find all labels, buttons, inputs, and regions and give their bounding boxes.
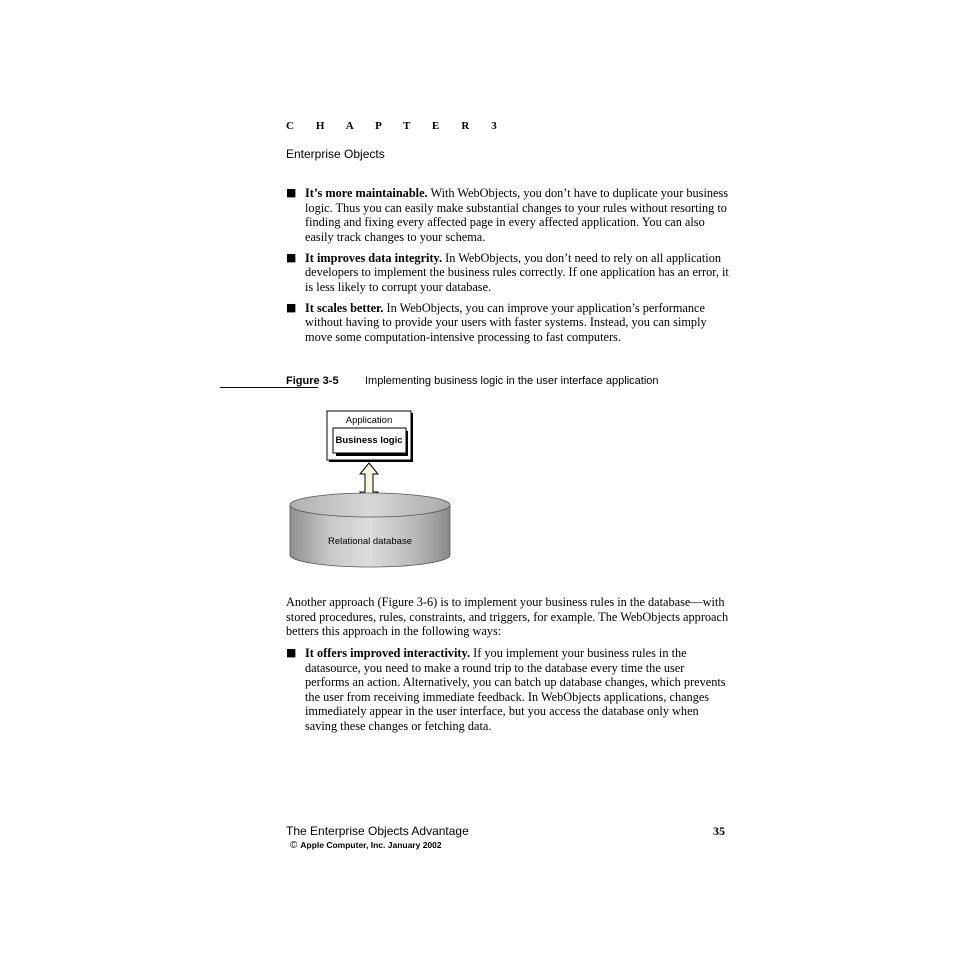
bullet-lead: It improves data integrity. [305,250,443,265]
copyright-text: Apple Computer, Inc. January 2002 [300,840,442,850]
bullet-lead: It offers improved interactivity. [305,646,471,660]
bullet-square-icon: ■ [286,250,297,264]
page-number: 35 [713,824,725,838]
bullet-text: In WebObjects, you can improve your application’s performance without having to provide your users with faster systems. Instead, you can simply move some computation-intensive processing to fast computers. [305,300,707,344]
copyright [290,840,442,851]
list-item [286,646,731,733]
chapter-title: Enterprise Objects [286,147,385,161]
list-item [286,301,731,345]
figure-rule [220,387,318,388]
copyright-icon: © [290,840,298,851]
application-box [327,411,413,462]
bullet-lead: It scales better. [305,300,384,315]
list-item [286,251,731,295]
footer-title: The Enterprise Objects Advantage [286,824,469,838]
database-label: Relational database [328,536,412,547]
bullet-text: With WebObjects, you don’t have to duplicate your business logic. Thus you can easily make substantial changes to your rules without resorting to finding and fixing every affected page in every affected application. You can also easily track changes to your schema. [305,186,729,244]
bullet-text: In WebObjects, you don’t need to rely on all application developers to implement the business rules correctly. If one application has an error, it is less likely to corrupt your database. [305,250,729,294]
database-cylinder [290,493,450,567]
bullet-square-icon: ■ [286,300,297,314]
list-item [286,186,731,244]
body-paragraph: Another approach (Figure 3-6) is to implement your business rules in the database—with stored procedures, rules, constraints, and triggers, for example. The WebObjects approach betters this approach in the following ways: [286,595,729,638]
bullet-square-icon: ■ [286,186,297,199]
bullet-text: If you implement your business rules in the datasource, you need to make a round trip to the database every time the user performs an action. Alternatively, you can batch up database changes, which prevents the user from receiving immediate feedback. In WebObjects applications, changes immediately appear in the user interface, but you access the database only when saving these changes or fetching data. [305,646,726,733]
figure-caption: Implementing business logic in the user interface application [365,375,659,387]
bullet-list-bottom [286,646,731,740]
figure-diagram [285,405,460,570]
chapter-label: C H A P T E R 3 [286,120,507,132]
bullet-lead: It’s more maintainable. [305,186,428,200]
bullet-square-icon: ■ [286,646,297,659]
bullet-list-top [286,186,731,351]
figure-label: Figure 3-5 [286,375,339,387]
application-label: Application [345,415,393,426]
business-logic-label: Business logic [335,435,403,446]
